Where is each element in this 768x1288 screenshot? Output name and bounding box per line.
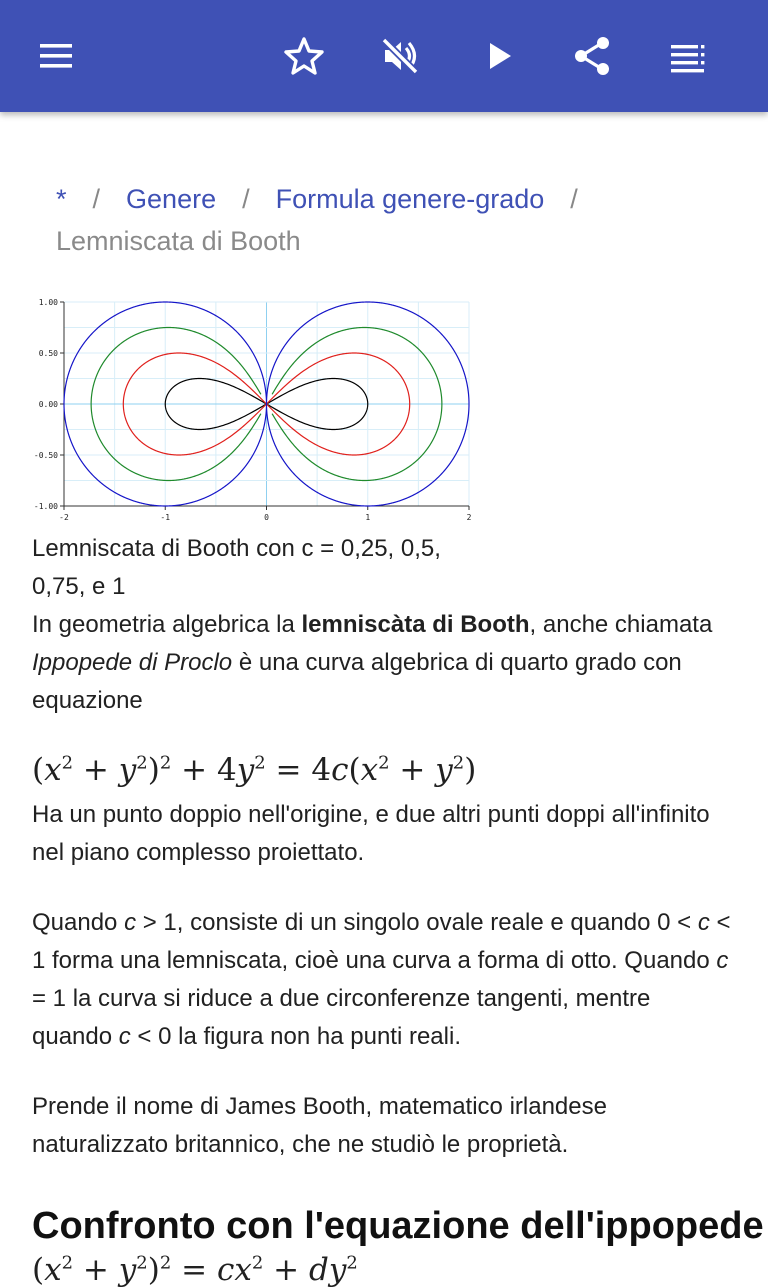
paragraph-double-points: Ha un punto doppio nell'origine, e due altri punti doppi all'infinito nel piano complesso proiettato.: [32, 801, 710, 866]
share-icon[interactable]: [564, 28, 620, 84]
star-icon[interactable]: [276, 28, 332, 84]
var-c: c: [124, 909, 137, 936]
x-tick-label: 1: [365, 513, 371, 522]
y-tick-label: -0.50: [33, 451, 58, 460]
breadcrumb-link-formula[interactable]: Formula genere-grado: [275, 184, 545, 214]
x-tick-label: 0: [264, 513, 269, 522]
playlist-icon[interactable]: [660, 28, 716, 84]
caption-line-2: 0,75, e 1: [32, 573, 126, 600]
paragraph-text: < 0 la figura non ha punti reali.: [130, 1023, 461, 1050]
paragraph-name-origin: Prende il nome di James Booth, matematico irlandese naturalizzato britannico, che ne studiò le proprietà.: [32, 1093, 607, 1158]
breadcrumb-separator: /: [242, 184, 250, 214]
paragraph-text: > 1, consiste di un singolo ovale reale e quando 0 <: [136, 909, 698, 936]
x-tick-label: 2: [466, 513, 472, 522]
intro-text: , anche chiamata: [529, 611, 713, 638]
app-bar: [0, 0, 768, 112]
y-tick-label: 1.00: [38, 298, 58, 307]
term-bold: lemniscàta di Booth: [301, 611, 530, 638]
volume-off-icon[interactable]: [372, 28, 428, 84]
paragraph-text: < 1 forma una lemniscata, cioè una curva a forma di otto. Quando: [32, 909, 731, 974]
intro-text: è una curva algebrica di quarto grado con equazione: [32, 649, 682, 714]
var-c: c: [716, 947, 729, 974]
y-tick-label: -1.00: [33, 502, 58, 511]
x-tick-label: -1: [160, 513, 171, 522]
intro-paragraph: [32, 606, 737, 720]
intro-text: In geometria algebrica la: [32, 611, 302, 638]
x-tick-label: -2: [59, 513, 69, 522]
breadcrumb: [56, 178, 736, 262]
y-tick-label: 0.00: [38, 400, 58, 409]
var-c: c: [118, 1023, 131, 1050]
paragraph-cases: [32, 904, 737, 1056]
equation-booth: $(x^2 + y^2)^2 + 4y^2 = 4c(x^2 + y^2)$: [32, 752, 477, 788]
breadcrumb-separator: /: [92, 184, 101, 214]
var-c: c: [697, 909, 710, 936]
figure-caption: [32, 530, 737, 606]
caption-line-1: Lemniscata di Booth con c = 0,25, 0,5,: [32, 535, 441, 562]
lemniscate-plot: [28, 292, 478, 524]
paragraph-text: = 1 la curva si riduce a due circonferenze tangenti, mentre quando: [32, 985, 651, 1050]
term-italic: Ippopede di Proclo: [32, 649, 233, 676]
breadcrumb-current: Lemniscata di Booth: [56, 226, 301, 256]
breadcrumb-home-link[interactable]: *: [56, 184, 67, 214]
section-heading: Confronto con l'equazione dell'ippopede: [32, 1205, 764, 1247]
equation-hippopede: $(x^2 + y^2)^2 = cx^2 + dy^2$: [32, 1252, 358, 1288]
breadcrumb-link-genere[interactable]: Genere: [126, 184, 217, 214]
menu-icon[interactable]: [28, 28, 84, 84]
breadcrumb-separator: /: [570, 184, 578, 214]
paragraph-text: Quando: [32, 909, 125, 936]
play-icon[interactable]: [470, 28, 526, 84]
y-tick-label: 0.50: [38, 349, 58, 358]
